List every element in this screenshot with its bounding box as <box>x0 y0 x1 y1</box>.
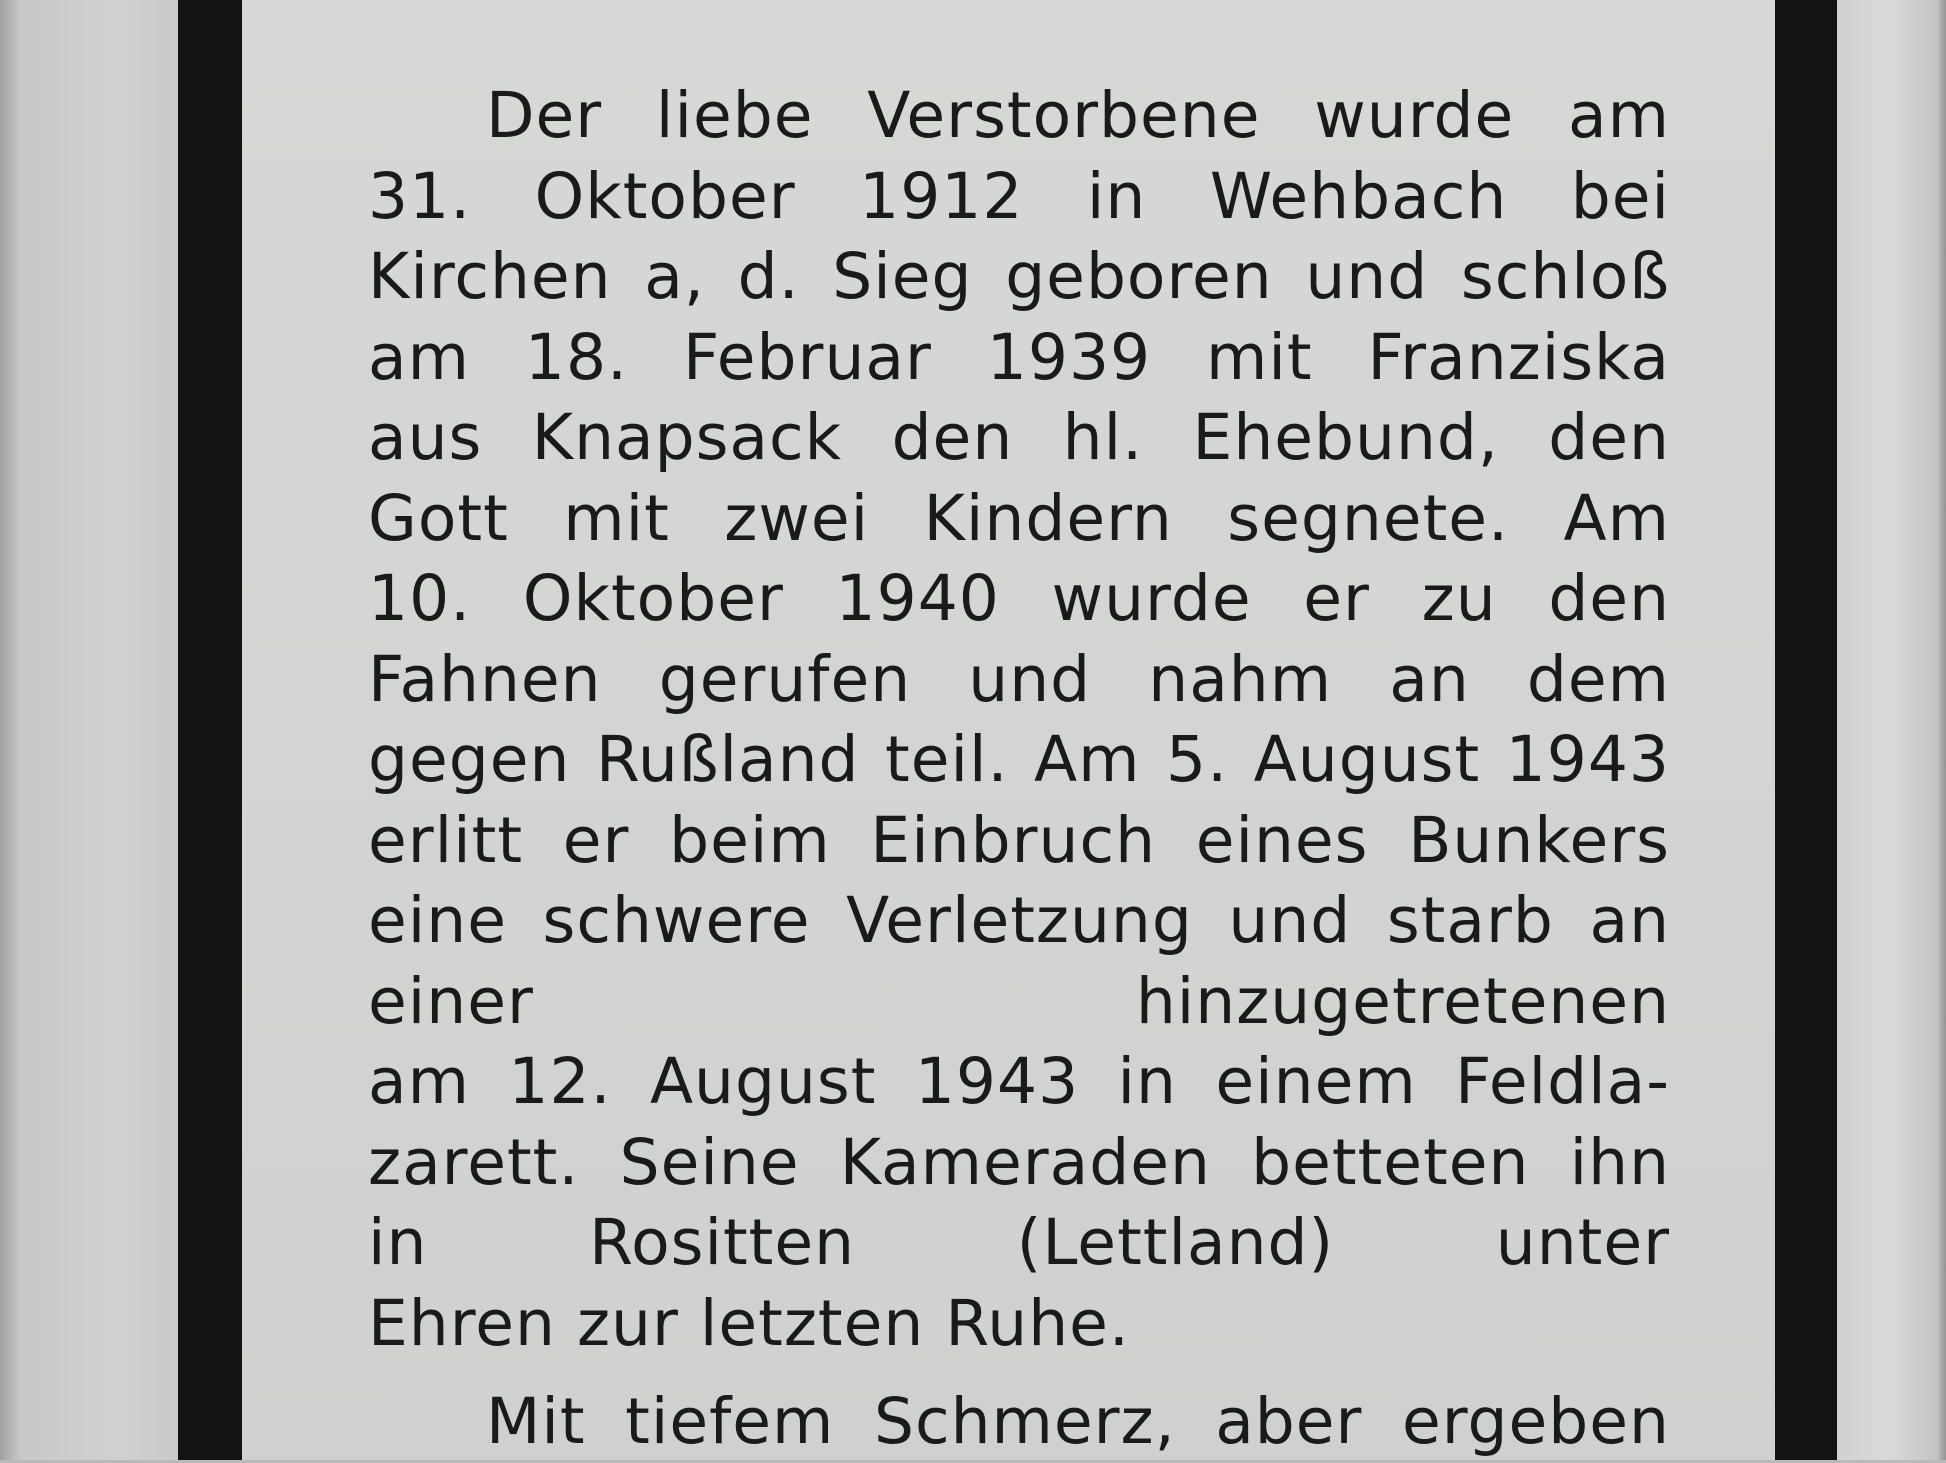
paragraph-gap <box>368 1364 1670 1382</box>
text-line: Kirchen a, d. Sieg geboren und schloß <box>368 240 1670 313</box>
text-line: 10. Oktober 1940 wurde er zu den <box>368 562 1670 635</box>
text-line: in Rositten (Lettland) unter <box>368 1206 1670 1279</box>
text-line: Ehren zur letzten Ruhe. <box>368 1286 1130 1360</box>
text-line: am 12. August 1943 in einem Feldla- <box>368 1045 1670 1118</box>
text-line: am 18. Februar 1939 mit Franziska <box>368 320 1670 394</box>
text-line: zarett. Seine Kameraden betteten ihn <box>368 1125 1670 1199</box>
text-line: gegen Rußland teil. Am 5. August 1943 <box>368 723 1670 796</box>
paper-margin-left <box>0 0 178 1460</box>
text-line: erlitt er beim Einbruch eines Bunkers <box>368 803 1670 877</box>
obituary-text <box>368 76 1670 1463</box>
text-line: einer hinzugetretenen <box>368 964 1670 1038</box>
text-line: Gott mit zwei Kindern segnete. Am <box>368 481 1670 555</box>
text-line: Der liebe Verstorbene wurde am <box>486 79 1670 152</box>
text-line: Fahnen gerufen und nahm an dem <box>368 642 1670 716</box>
mourning-border-right <box>1775 0 1837 1460</box>
text-line: eine schwere Verletzung und starb an <box>368 884 1670 957</box>
mourning-border-left <box>178 0 242 1460</box>
text-line: aus Knapsack den hl. Ehebund, den <box>368 401 1670 474</box>
text-line: Mit tiefem Schmerz, aber ergeben <box>486 1385 1670 1458</box>
paper-margin-right <box>1837 0 1946 1460</box>
text-line: 31. Oktober 1912 in Wehbach bei <box>368 159 1670 233</box>
